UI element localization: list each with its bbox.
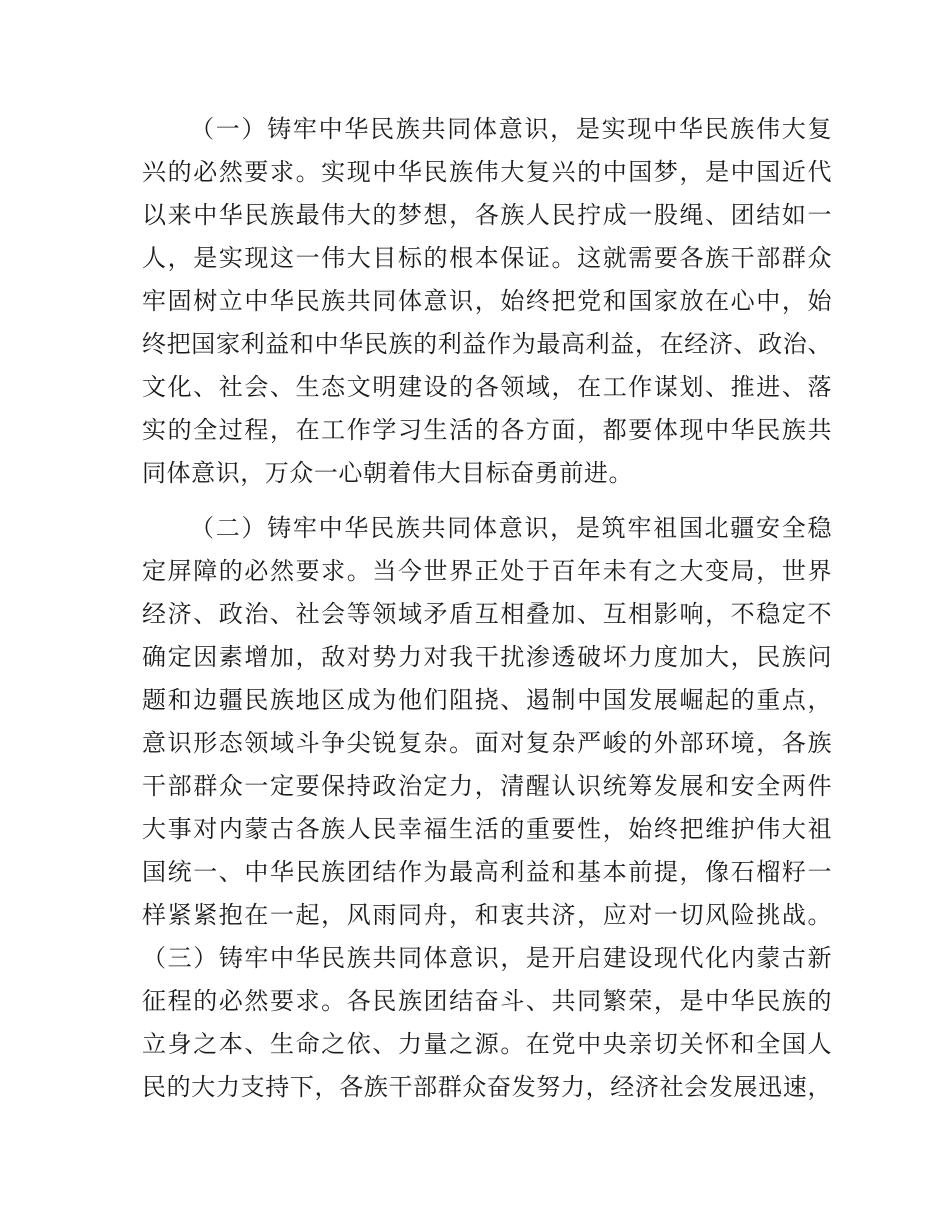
text-line: （一）铸牢中华民族共同体意识，是实现中华民族伟大复	[190, 115, 832, 143]
text-line: 同体意识，万众一心朝着伟大目标奋勇前进。	[142, 459, 633, 487]
text-line: 征程的必然要求。各民族团结奋斗、共同繁荣，是中华民族的	[142, 987, 832, 1015]
text-line: 意识形态领域斗争尖锐复杂。面对复杂严峻的外部环境，各族	[142, 729, 832, 757]
text-line: 经济、政治、社会等领域矛盾互相叠加、互相影响，不稳定不	[142, 600, 832, 628]
paragraph-1	[142, 108, 832, 495]
paragraph-3	[142, 937, 832, 1109]
text-line: 国统一、中华民族团结作为最高利益和基本前提，像石榴籽一	[142, 858, 832, 886]
text-line: 题和边疆民族地区成为他们阻挠、遏制中国发展崛起的重点，	[142, 686, 832, 714]
text-line: （三）铸牢中华民族共同体意识，是开启建设现代化内蒙古新	[142, 944, 832, 972]
paragraph-spacer	[142, 495, 832, 507]
text-line: 实的全过程，在工作学习生活的各方面，都要体现中华民族共	[142, 416, 832, 444]
text-line: 以来中华民族最伟大的梦想，各族人民拧成一股绳、团结如一	[142, 201, 832, 229]
text-line: 干部群众一定要保持政治定力，清醒认识统筹发展和安全两件	[142, 772, 832, 800]
document-body	[142, 108, 832, 1109]
paragraph-2	[142, 507, 832, 937]
text-line: 民的大力支持下，各族干部群众奋发努力，经济社会发展迅速，	[142, 1073, 832, 1101]
text-line: 终把国家利益和中华民族的利益作为最高利益，在经济、政治、	[142, 330, 832, 358]
text-line: 样紧紧抱在一起，风雨同舟，和衷共济，应对一切风险挑战。	[142, 901, 832, 929]
text-line: 确定因素增加，敌对势力对我干扰渗透破坏力度加大，民族问	[142, 643, 832, 671]
text-line: （二）铸牢中华民族共同体意识，是筑牢祖国北疆安全稳	[190, 514, 832, 542]
text-line: 文化、社会、生态文明建设的各领域，在工作谋划、推进、落	[142, 373, 832, 401]
text-line: 立身之本、生命之依、力量之源。在党中央亲切关怀和全国人	[142, 1030, 832, 1058]
text-line: 大事对内蒙古各族人民幸福生活的重要性，始终把维护伟大祖	[142, 815, 832, 843]
text-line: 定屏障的必然要求。当今世界正处于百年未有之大变局，世界	[142, 557, 832, 585]
text-line: 牢固树立中华民族共同体意识，始终把党和国家放在心中，始	[142, 287, 832, 315]
text-line: 人，是实现这一伟大目标的根本保证。这就需要各族干部群众	[142, 244, 832, 272]
text-line: 兴的必然要求。实现中华民族伟大复兴的中国梦，是中国近代	[142, 158, 832, 186]
